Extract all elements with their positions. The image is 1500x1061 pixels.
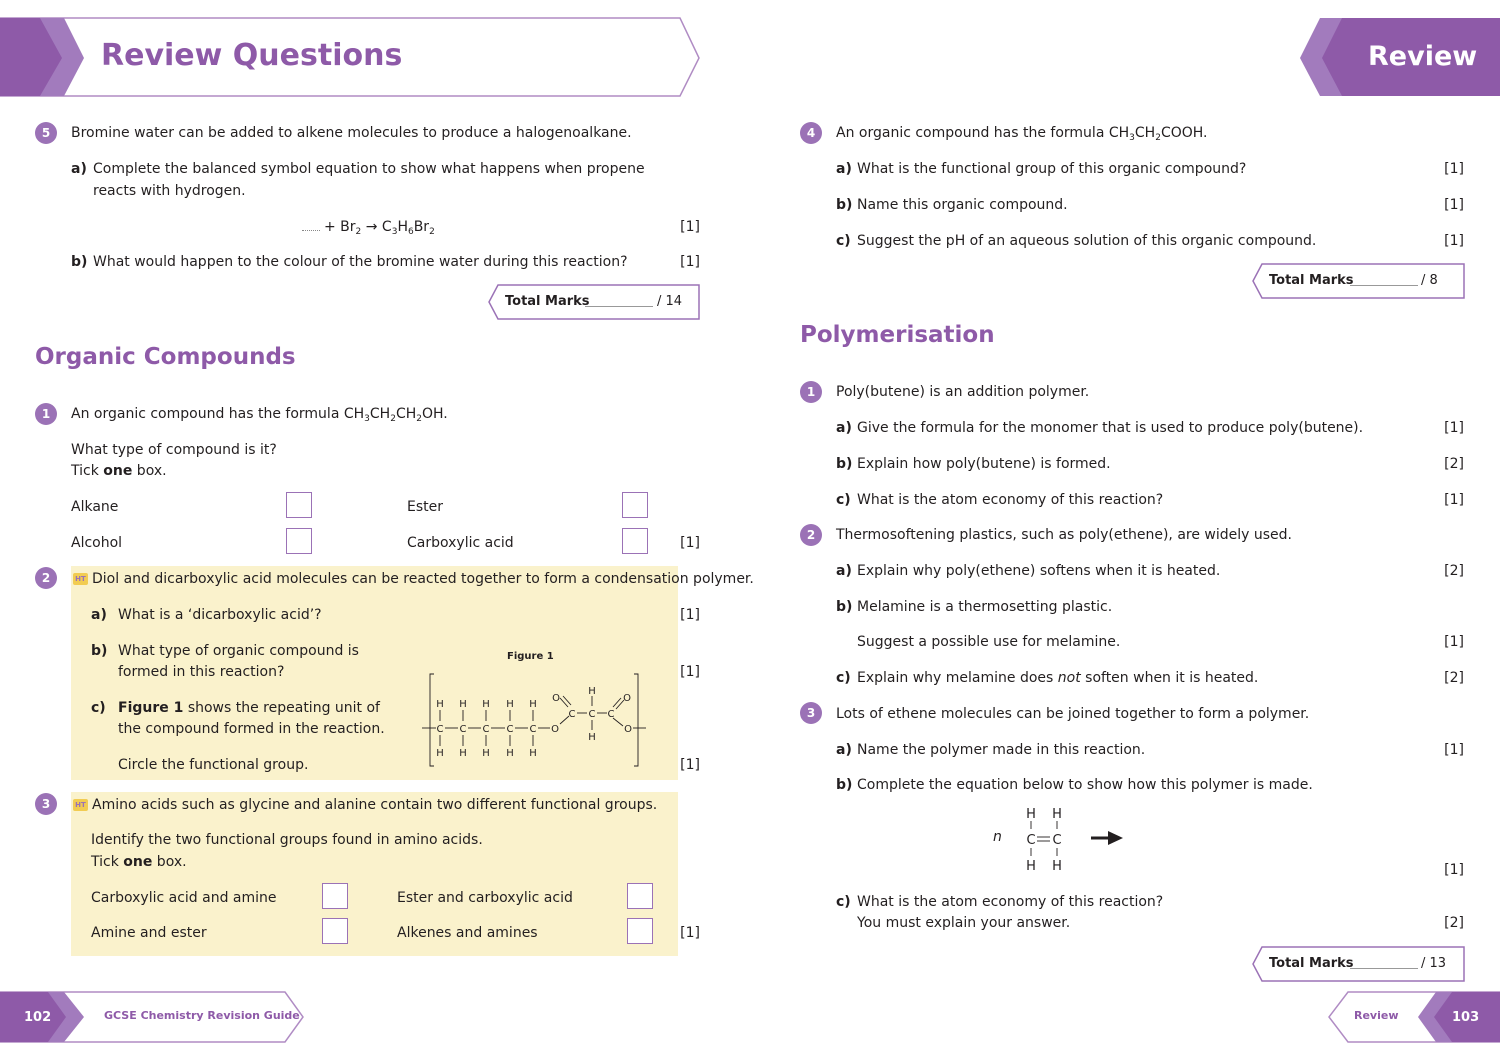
question-text: Lots of ethene molecules can be joined together to form a polymer. — [836, 706, 1310, 722]
part-text: What would happen to the colour of the bromine water during this reaction? — [93, 254, 628, 270]
mark-allocation: [1] — [1444, 742, 1464, 758]
answer-blank[interactable] — [302, 230, 320, 231]
question-text: Bromine water can be added to alkene molecules to produce a halogenoalkane. — [71, 125, 632, 141]
section-heading: Polymerisation — [800, 322, 995, 348]
question-text: An organic compound has the formula $CH_3CH_2CH_2OH$. — [71, 406, 448, 424]
instruction-text: Tick one box. — [91, 854, 187, 870]
svg-text:H: H — [529, 699, 537, 710]
part-text: Name the polymer made in this reaction. — [857, 742, 1146, 758]
option-label: Carboxylic acid — [407, 535, 514, 551]
part-text: Give the formula for the monomer that is used to produce poly(butene). — [857, 420, 1364, 436]
tick-box-carboxylic-acid[interactable] — [622, 528, 648, 554]
part-text: Explain why melamine does not soften when it is heated. — [857, 670, 1259, 686]
part-text: Suggest a possible use for melamine. — [857, 634, 1121, 650]
mark-allocation: [2] — [1444, 670, 1464, 686]
svg-text:C: C — [529, 724, 537, 735]
page-number-right: 103 — [1452, 1010, 1480, 1025]
mark-allocation: [1] — [1444, 420, 1464, 436]
part-label: a) — [71, 161, 87, 177]
part-label: a) — [836, 563, 852, 579]
option-label: Carboxylic acid and amine — [91, 890, 277, 906]
question-number: 2 — [35, 567, 57, 589]
higher-tier-badge: HT — [73, 799, 88, 811]
part-label: b) — [836, 456, 853, 472]
mark-allocation: [1] — [680, 219, 700, 235]
mark-allocation: [1] — [680, 757, 700, 773]
svg-text:C: C — [506, 724, 514, 735]
part-text: What is a ‘dicarboxylic acid’? — [118, 607, 322, 623]
equation-coefficient: n — [993, 829, 1002, 845]
question-text: Identify the two functional groups found in amino acids. — [91, 832, 483, 848]
svg-text:H: H — [436, 748, 444, 759]
svg-text:O: O — [551, 724, 559, 735]
total-marks-label: Total Marks — [505, 294, 590, 309]
svg-text:H: H — [482, 699, 490, 710]
svg-text:O: O — [624, 724, 632, 735]
part-label: c) — [836, 670, 851, 686]
part-label: c) — [836, 492, 851, 508]
page-title-left: Review Questions — [101, 38, 403, 73]
arrow-right-icon — [1108, 831, 1123, 845]
part-text: What is the functional group of this organic compound? — [857, 161, 1247, 177]
part-label: a) — [91, 607, 107, 623]
option-label: Alkane — [71, 499, 119, 515]
mark-allocation: [1] — [1444, 233, 1464, 249]
question-number: 1 — [35, 403, 57, 425]
total-marks-value: / 8 — [1421, 273, 1438, 288]
mark-allocation: [1] — [1444, 862, 1464, 878]
mark-allocation: [1] — [1444, 197, 1464, 213]
total-marks-value: / 13 — [1421, 956, 1447, 971]
option-label: Amine and ester — [91, 925, 207, 941]
part-label: b) — [836, 777, 853, 793]
mark-allocation: [2] — [1444, 563, 1464, 579]
part-text: reacts with hydrogen. — [93, 183, 246, 199]
part-label: b) — [836, 599, 853, 615]
part-label: b) — [71, 254, 88, 270]
question-text: HT Diol and dicarboxylic acid molecules can be reacted together to form a condensation polymer. — [73, 569, 754, 589]
svg-text:C: C — [568, 709, 576, 720]
part-text: Name this organic compound. — [857, 197, 1068, 213]
part-text: the compound formed in the reaction. — [118, 721, 385, 737]
svg-text:C: C — [607, 709, 615, 720]
svg-text:H: H — [1026, 859, 1036, 874]
svg-text:O: O — [552, 693, 560, 704]
section-heading: Organic Compounds — [35, 344, 296, 370]
part-label: a) — [836, 742, 852, 758]
svg-text:C: C — [482, 724, 490, 735]
svg-text:H: H — [506, 748, 514, 759]
ethene-structure — [1015, 804, 1130, 876]
option-label: Alkenes and amines — [397, 925, 538, 941]
page-number-left: 102 — [24, 1010, 52, 1025]
tick-box-alkenes-amines[interactable] — [627, 918, 653, 944]
question-text: Thermosoftening plastics, such as poly(ethene), are widely used. — [836, 527, 1292, 543]
mark-allocation: [2] — [1444, 456, 1464, 472]
part-label: c) — [91, 700, 106, 716]
svg-text:C: C — [588, 709, 596, 720]
part-text: Suggest the pH of an aqueous solution of this organic compound. — [857, 233, 1317, 249]
mark-allocation: [1] — [680, 254, 700, 270]
total-marks-label: Total Marks — [1269, 956, 1354, 971]
total-marks-value: / 14 — [657, 294, 683, 309]
question-number: 2 — [800, 524, 822, 546]
part-label: c) — [836, 894, 851, 910]
page-title-right: Review — [1368, 41, 1478, 72]
svg-text:C: C — [1026, 833, 1036, 848]
tick-box-ester[interactable] — [622, 492, 648, 518]
question-text: Poly(butene) is an addition polymer. — [836, 384, 1090, 400]
svg-text:H: H — [459, 748, 467, 759]
svg-text:H: H — [459, 699, 467, 710]
mark-allocation: [1] — [1444, 492, 1464, 508]
svg-text:C: C — [1052, 833, 1062, 848]
tick-box-alcohol[interactable] — [286, 528, 312, 554]
svg-text:H: H — [1052, 859, 1062, 874]
tick-box-amine-ester[interactable] — [322, 918, 348, 944]
question-number: 4 — [800, 122, 822, 144]
part-label: b) — [836, 197, 853, 213]
footer-book-title: GCSE Chemistry Revision Guide — [104, 1009, 300, 1022]
part-text: What type of organic compound is — [118, 643, 359, 659]
tick-box-ester-carboxylic[interactable] — [627, 883, 653, 909]
svg-text:H: H — [1026, 807, 1036, 822]
tick-box-alkane[interactable] — [286, 492, 312, 518]
svg-text:H: H — [436, 699, 444, 710]
question-text: An organic compound has the formula $CH_3CH_2COOH$. — [836, 125, 1208, 143]
tick-box-carboxylic-amine[interactable] — [322, 883, 348, 909]
part-text: formed in this reaction? — [118, 664, 285, 680]
total-marks-field[interactable] — [1350, 285, 1418, 286]
instruction-text: Tick one box. — [71, 463, 167, 479]
question-number: 3 — [35, 793, 57, 815]
higher-tier-badge: HT — [73, 573, 88, 585]
part-text: Figure 1 shows the repeating unit of — [118, 700, 380, 716]
total-marks-label: Total Marks — [1269, 273, 1354, 288]
option-label: Ester — [407, 499, 443, 515]
total-marks-field[interactable] — [1350, 968, 1418, 969]
chemical-equation: + $Br_2 \to C_3H_6Br_2$ — [324, 219, 435, 237]
svg-text:H: H — [482, 748, 490, 759]
option-label: Alcohol — [71, 535, 123, 551]
figure-caption: Figure 1 — [507, 651, 554, 662]
svg-text:C: C — [459, 724, 467, 735]
part-label: b) — [91, 643, 108, 659]
option-label: Ester and carboxylic acid — [397, 890, 573, 906]
svg-text:C: C — [436, 724, 444, 735]
mark-allocation: [1] — [1444, 634, 1464, 650]
part-text: What is the atom economy of this reaction? — [857, 894, 1164, 910]
part-label: a) — [836, 161, 852, 177]
part-text: Explain how poly(butene) is formed. — [857, 456, 1111, 472]
part-text: Melamine is a thermosetting plastic. — [857, 599, 1113, 615]
figure-1-structure — [420, 670, 650, 770]
mark-allocation: [1] — [680, 925, 700, 941]
question-text: HT Amino acids such as glycine and alanine contain two different functional groups. — [73, 795, 657, 815]
question-number: 1 — [800, 381, 822, 403]
part-text: Explain why poly(ethene) softens when it is heated. — [857, 563, 1221, 579]
question-number: 3 — [800, 702, 822, 724]
part-label: a) — [836, 420, 852, 436]
part-text: Complete the balanced symbol equation to show what happens when propene — [93, 161, 645, 177]
svg-text:H: H — [1052, 807, 1062, 822]
part-text: Circle the functional group. — [118, 757, 309, 773]
mark-allocation: [1] — [680, 535, 700, 551]
mark-allocation: [1] — [1444, 161, 1464, 177]
part-label: c) — [836, 233, 851, 249]
footer-section-label: Review — [1354, 1009, 1399, 1022]
part-text: Complete the equation below to show how this polymer is made. — [857, 777, 1313, 793]
question-number: 5 — [35, 122, 57, 144]
mark-allocation: [1] — [680, 607, 700, 623]
svg-text:H: H — [506, 699, 514, 710]
svg-text:H: H — [529, 748, 537, 759]
question-text: What type of compound is it? — [71, 442, 277, 458]
svg-text:O: O — [623, 693, 631, 704]
svg-text:H: H — [588, 732, 596, 743]
part-text: What is the atom economy of this reaction? — [857, 492, 1164, 508]
mark-allocation: [1] — [680, 664, 700, 680]
mark-allocation: [2] — [1444, 915, 1464, 931]
total-marks-field[interactable] — [585, 306, 653, 307]
part-text: You must explain your answer. — [857, 915, 1071, 931]
svg-text:H: H — [588, 686, 596, 697]
